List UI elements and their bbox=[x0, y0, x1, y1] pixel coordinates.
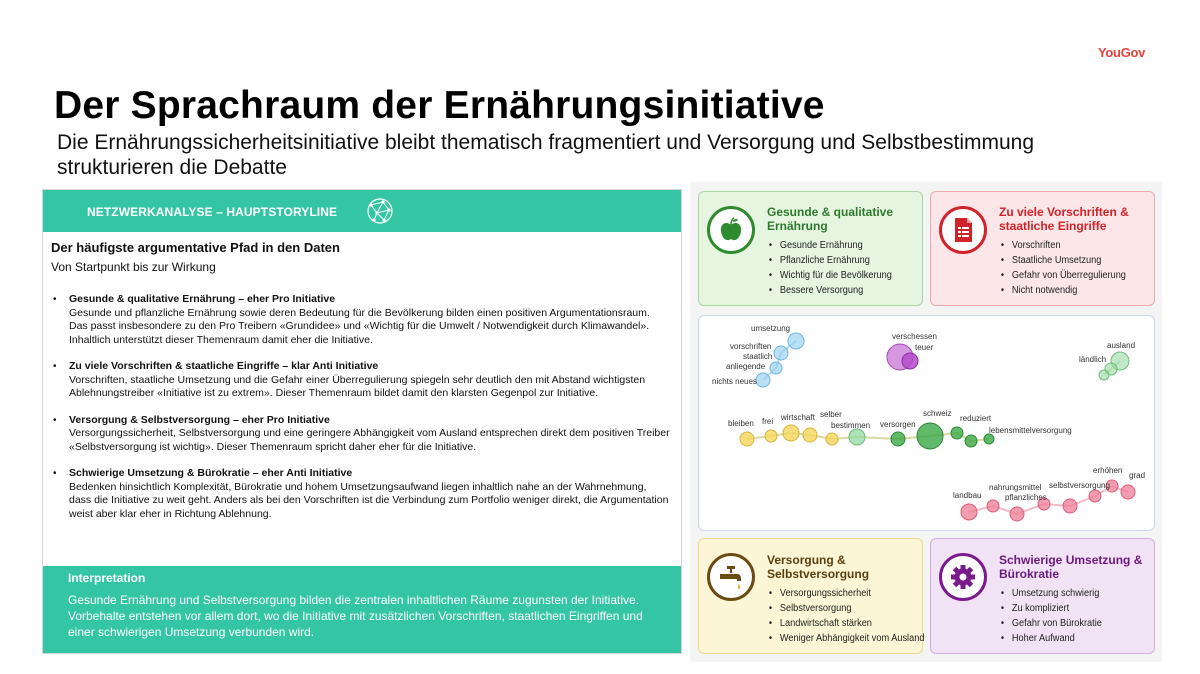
network-graph-card bbox=[698, 315, 1155, 531]
card-list bbox=[999, 238, 1137, 298]
node-reduziert bbox=[951, 427, 963, 439]
apple-icon bbox=[707, 206, 755, 254]
list-item: • Umsetzung schwierig bbox=[999, 586, 1102, 601]
list-item: • Gefahr von Überregulierung bbox=[999, 268, 1126, 283]
bullet-text: Vorschriften, staatliche Umsetzung und die Gefahr einer Überregulierung spiegeln sehr deutlich den mit Abstand wichtigsten Ablehnungstreiber «Initiative ist zu extrem». Dieser Themenraum bildet damit den klarsten Gegenpol zur Initiative. bbox=[69, 373, 646, 399]
node-bestimmen bbox=[826, 433, 838, 445]
word-schweiz: schweiz bbox=[923, 409, 952, 418]
cluster-chain bbox=[728, 409, 1072, 449]
word-lebensmittelversorgung: lebensmittelversorgung bbox=[989, 426, 1072, 435]
bullet-icon: • bbox=[53, 468, 57, 479]
interpretation-title: Interpretation bbox=[68, 571, 146, 585]
storyline-subheading: Von Startpunkt bis zur Wirkung bbox=[51, 260, 216, 274]
word-laendlich: ländlich bbox=[1079, 355, 1107, 364]
card-rules bbox=[930, 191, 1155, 306]
list-item: • Wichtig für die Bevölkerung bbox=[767, 268, 892, 283]
water-tap-icon bbox=[707, 553, 755, 601]
node-pflanzliches bbox=[1010, 507, 1024, 521]
word-nahrungsmittel: nahrungsmittel bbox=[989, 483, 1042, 492]
cluster-blue bbox=[712, 324, 804, 387]
word-pflanzliches: pflanzliches bbox=[1005, 493, 1047, 502]
card-title: Zu viele Vorschriften & staatliche Eingriffe bbox=[999, 205, 1129, 233]
list-item: • Landwirtschaft stärken bbox=[767, 616, 924, 631]
word-verschessen: verschessen bbox=[892, 332, 937, 341]
card-supply bbox=[698, 538, 923, 654]
list-item: • Gesunde Ernährung bbox=[767, 238, 892, 253]
word-anliegende: anliegende bbox=[726, 362, 766, 371]
node-umsetzung bbox=[788, 333, 804, 349]
node-schweiz bbox=[917, 423, 943, 449]
list-item: • Zu kompliziert bbox=[999, 601, 1102, 616]
list-item bbox=[51, 360, 671, 401]
word-erhoehen: erhöhen bbox=[1093, 466, 1123, 475]
node-selber bbox=[803, 428, 817, 442]
card-list bbox=[767, 586, 938, 646]
storyline-panel bbox=[42, 189, 682, 654]
word-bestimmen: bestimmen bbox=[831, 421, 871, 430]
bullet-title: Gesunde & qualitative Ernährung – eher Pro Initiative bbox=[69, 293, 336, 305]
list-item: • Bessere Versorgung bbox=[767, 283, 892, 298]
node-frei bbox=[765, 430, 777, 442]
list-item: • Vorschriften bbox=[999, 238, 1126, 253]
node-staatlich bbox=[770, 362, 782, 374]
list-item: • Selbstversorgung bbox=[767, 601, 924, 616]
card-list bbox=[999, 586, 1111, 646]
bullet-title: Zu viele Vorschriften & staatliche Eingriffe – klar Anti Initiative bbox=[69, 360, 379, 372]
panel-header bbox=[43, 190, 681, 232]
list-item bbox=[51, 293, 671, 347]
node-pink-5 bbox=[1063, 499, 1077, 513]
word-selber: selber bbox=[820, 410, 842, 419]
yougov-logo: YouGov bbox=[1098, 45, 1146, 60]
bullet-text: Bedenken hinsichtlich Komplexität, Bürokratie und hohem Umsetzungsaufwand liegen inhaltlich nahe an der Wahrnehmung, dass die Initiative zu weit geht. Anders als bei den Vorschriften ist die Verbindung zum Portfolio weniger direkt, die Argumentation weist aber klar eher in Richtung Ablehnung. bbox=[69, 480, 669, 520]
word-nichts-neues: nichts neues bbox=[712, 377, 757, 386]
card-health bbox=[698, 191, 923, 306]
cluster-light-green bbox=[1079, 341, 1135, 380]
card-title: Versorgung & Selbstversorgung bbox=[767, 553, 870, 581]
card-title: Schwierige Umsetzung & Bürokratie bbox=[999, 553, 1143, 581]
list-item: • Weniger Abhängigkeit vom Ausland bbox=[767, 631, 924, 646]
bullet-icon: • bbox=[53, 414, 57, 426]
bullet-icon: • bbox=[53, 361, 57, 372]
page-title: Der Sprachraum der Ernährungsinitiative bbox=[54, 84, 825, 127]
page-subtitle: Die Ernährungssicherheitsinitiative bleibt thematisch fragmentiert und Versorgung und Selbstbestimmung strukturieren die Debatte bbox=[57, 131, 1035, 179]
list-item bbox=[51, 467, 671, 521]
storyline-bullets bbox=[51, 293, 671, 534]
bullet-text: Gesunde und pflanzliche Ernährung sowie deren Bedeutung für die Bevölkerung bilden einen positiven Argumentationsraum. Das passt insbesondere zu den Pro Treibern «Grundidee» und «Wichtig für die Umwelt / Notwendigkeit durch Klimawandel». Inhaltlich unterstützt dieser Themenraum damit eher die Initiative. bbox=[69, 306, 650, 346]
interpretation-box bbox=[43, 566, 681, 653]
word-grad: grad bbox=[1129, 471, 1146, 480]
list-item: • Pflanzliche Ernährung bbox=[767, 253, 892, 268]
list-item: • Gefahr von Bürokratie bbox=[999, 616, 1102, 631]
word-teuer: teuer bbox=[915, 343, 934, 352]
node-grad bbox=[1121, 485, 1135, 499]
node-wirtschaft bbox=[783, 425, 799, 441]
node-vorschriften bbox=[774, 346, 788, 360]
bullet-icon: • bbox=[53, 294, 57, 305]
list-item bbox=[51, 414, 671, 455]
word-landbau: landbau bbox=[953, 491, 982, 500]
word-bleiben: bleiben bbox=[728, 419, 754, 428]
word-versorgen: versorgen bbox=[880, 420, 916, 429]
cluster-purple bbox=[887, 332, 937, 370]
node-landbau bbox=[961, 504, 977, 520]
card-bureaucracy bbox=[930, 538, 1155, 654]
cluster-pink bbox=[953, 466, 1145, 521]
word-reduziert: reduziert bbox=[960, 414, 992, 423]
word-vorschriften: vorschriften bbox=[730, 342, 772, 351]
card-title: Gesunde & qualitative Ernährung bbox=[767, 205, 894, 233]
word-staatlich: staatlich bbox=[743, 352, 773, 361]
card-list bbox=[767, 238, 903, 298]
document-list-icon bbox=[939, 206, 987, 254]
node-small bbox=[1099, 370, 1109, 380]
interpretation-text: Gesunde Ernährung und Selbstversorgung bilden die zentralen inhaltlichen Räume zugunsten der Initiative. Vorbehalte entstehen vor allem dort, wo die Initiative mit zusätzlichen Vorschriften, staatlichen Eingriffen und einer schwierigen Umsetzung verbunden wird. bbox=[68, 593, 643, 639]
storyline-heading: Der häufigste argumentative Pfad in den Daten bbox=[51, 240, 340, 255]
bullet-title: Schwierige Umsetzung & Bürokratie – eher Anti Initiative bbox=[69, 467, 353, 479]
node-nichts-neues bbox=[756, 373, 770, 387]
list-item: • Hoher Aufwand bbox=[999, 631, 1102, 646]
word-ausland: ausland bbox=[1107, 341, 1136, 350]
word-frei: frei bbox=[762, 417, 774, 426]
word-wirtschaft: wirtschaft bbox=[781, 413, 815, 422]
node-pink-6 bbox=[1089, 490, 1101, 502]
node-bridge bbox=[849, 429, 865, 445]
list-item: • Versorgungssicherheit bbox=[767, 586, 924, 601]
panel-header-label: NETZWERKANALYSE – HAUPTSTORYLINE bbox=[87, 205, 338, 219]
word-selbstversorgung: selbstversorgung bbox=[1049, 481, 1110, 490]
node-nahrungsmittel bbox=[987, 500, 999, 512]
node-lebensmittelversorgung-2 bbox=[984, 434, 994, 444]
network-globe-icon bbox=[365, 196, 395, 226]
node-teuer bbox=[902, 353, 918, 369]
word-umsetzung: umsetzung bbox=[751, 324, 791, 333]
node-bleiben bbox=[740, 432, 754, 446]
bullet-text: Versorgungssicherheit, Selbstversorgung und eine geringere Abhängigkeit vom Ausland entsprechen direkt dem positiven Treiber «Selbstversorgung ist wichtig». Dieser Themenraum spricht daher eher für die Initiative. bbox=[69, 427, 670, 453]
list-item: • Nicht notwendig bbox=[999, 283, 1126, 298]
network-graph bbox=[699, 316, 1156, 532]
gear-icon bbox=[939, 553, 987, 601]
bullet-title: Versorgung & Selbstversorgung – eher Pro Initiative bbox=[69, 413, 330, 426]
list-item: • Staatliche Umsetzung bbox=[999, 253, 1126, 268]
node-lebensmittelversorgung bbox=[965, 435, 977, 447]
node-versorgen bbox=[891, 432, 905, 446]
